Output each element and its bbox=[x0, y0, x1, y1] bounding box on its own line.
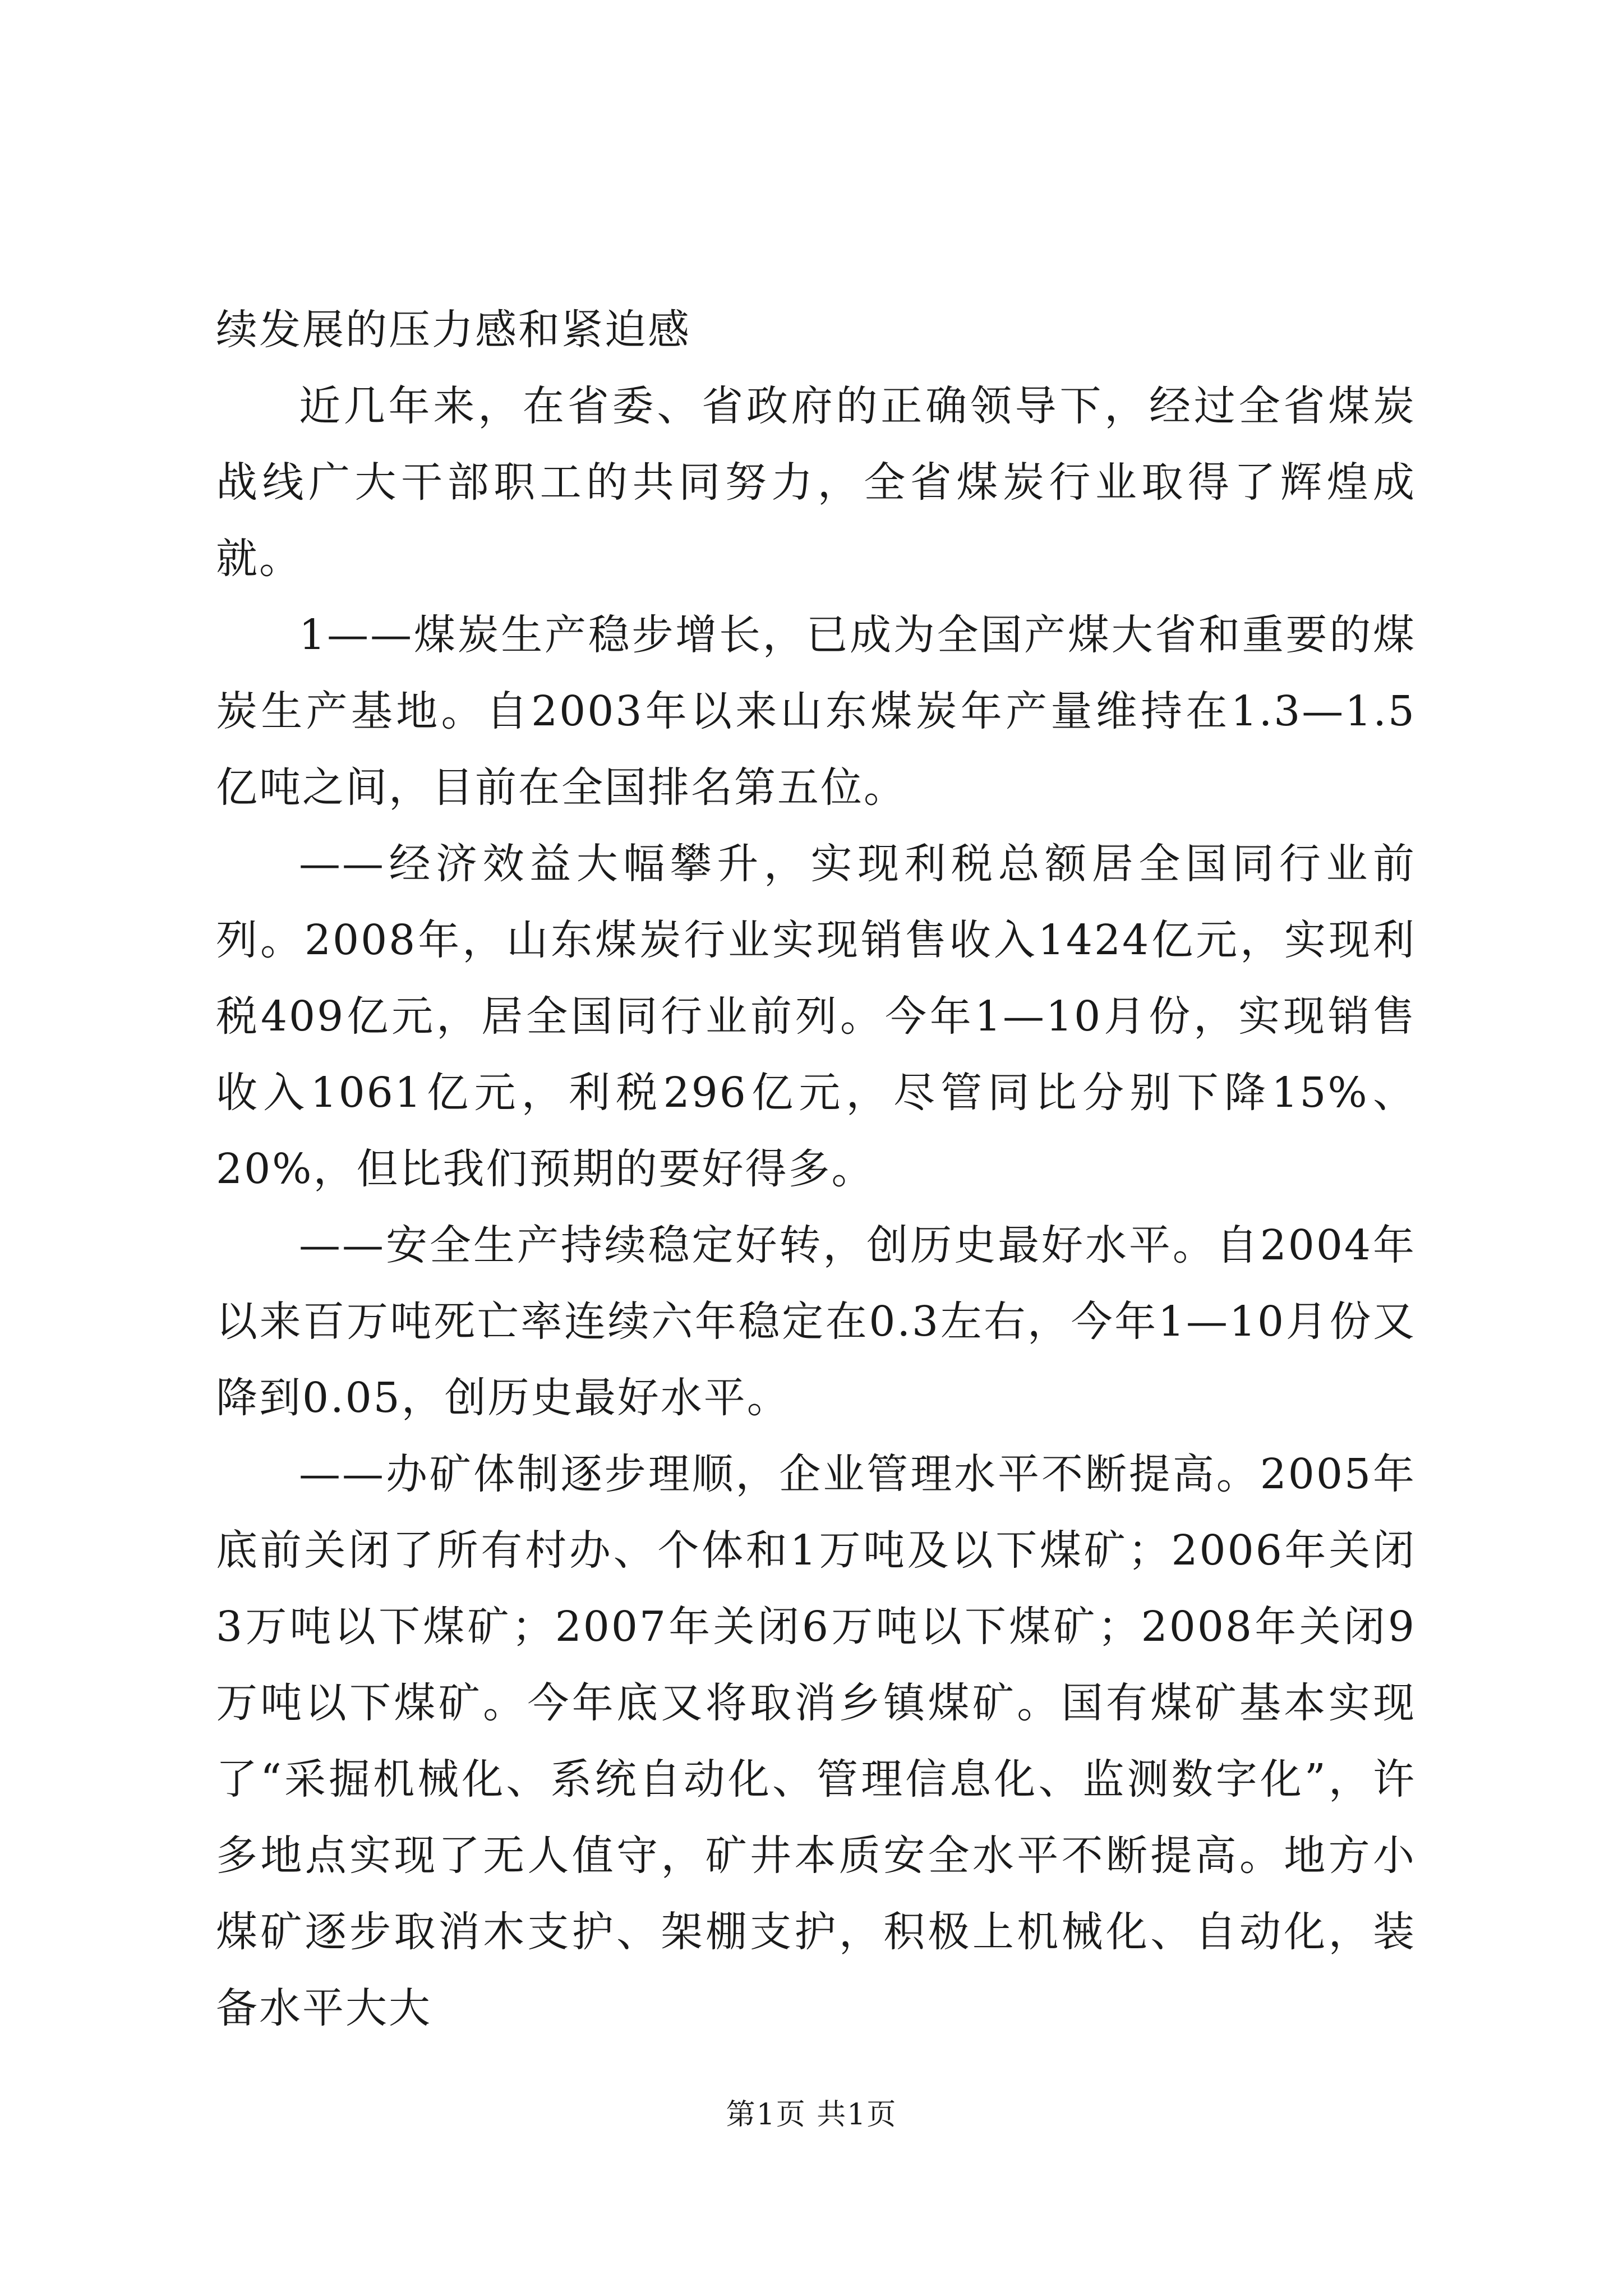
paragraph-coal-production: 1——煤炭生产稳步增长，已成为全国产煤大省和重要的煤炭生产基地。自2003年以来山东煤炭年产量维持在1.3—1.5亿吨之间，目前在全国排名第五位。 bbox=[216, 611, 1416, 812]
page-footer: 第1页 共1页 bbox=[726, 2098, 897, 2132]
paragraph-intro: 近几年来，在省委、省政府的正确领导下，经过全省煤炭战线广大干部职工的共同努力，全省煤炭行业取得了辉煌成就。 bbox=[216, 382, 1416, 583]
paragraph-mine-system: ——办矿体制逐步理顺，企业管理水平不断提高。2005年底前关闭了所有村办、个体和1万吨及以下煤矿；2006年关闭3万吨以下煤矿；2007年关闭6万吨以下煤矿；2008年关闭9万吨以下煤矿。今年底又将取消乡镇煤矿。国有煤矿基本实现了“采掘机械化、系统自动化、管理信息化、监测数字化”，许多地点实现了无人值守，矿井本质安全水平不断提高。地方小煤矿逐步取消木支护、架棚支护，积极上机械化、自动化，装备水平大大 bbox=[216, 1450, 1416, 2032]
paragraph-economic-benefit: ——经济效益大幅攀升，实现利税总额居全国同行业前列。2008年，山东煤炭行业实现销售收入1424亿元，实现利税409亿元，居全国同行业前列。今年1—10月份，实现销售收入1061亿元，利税296亿元，尽管同比分别下降15%、20%，但比我们预期的要好得多。 bbox=[216, 840, 1416, 1193]
paragraph-safety: ——安全生产持续稳定好转，创历史最好水平。自2004年以来百万吨死亡率连续六年稳定在0.3左右，今年1—10月份又降到0.05，创历史最好水平。 bbox=[216, 1221, 1416, 1422]
paragraph-continuation: 续发展的压力感和紧迫感 bbox=[216, 306, 691, 354]
document-body bbox=[216, 292, 1416, 2046]
